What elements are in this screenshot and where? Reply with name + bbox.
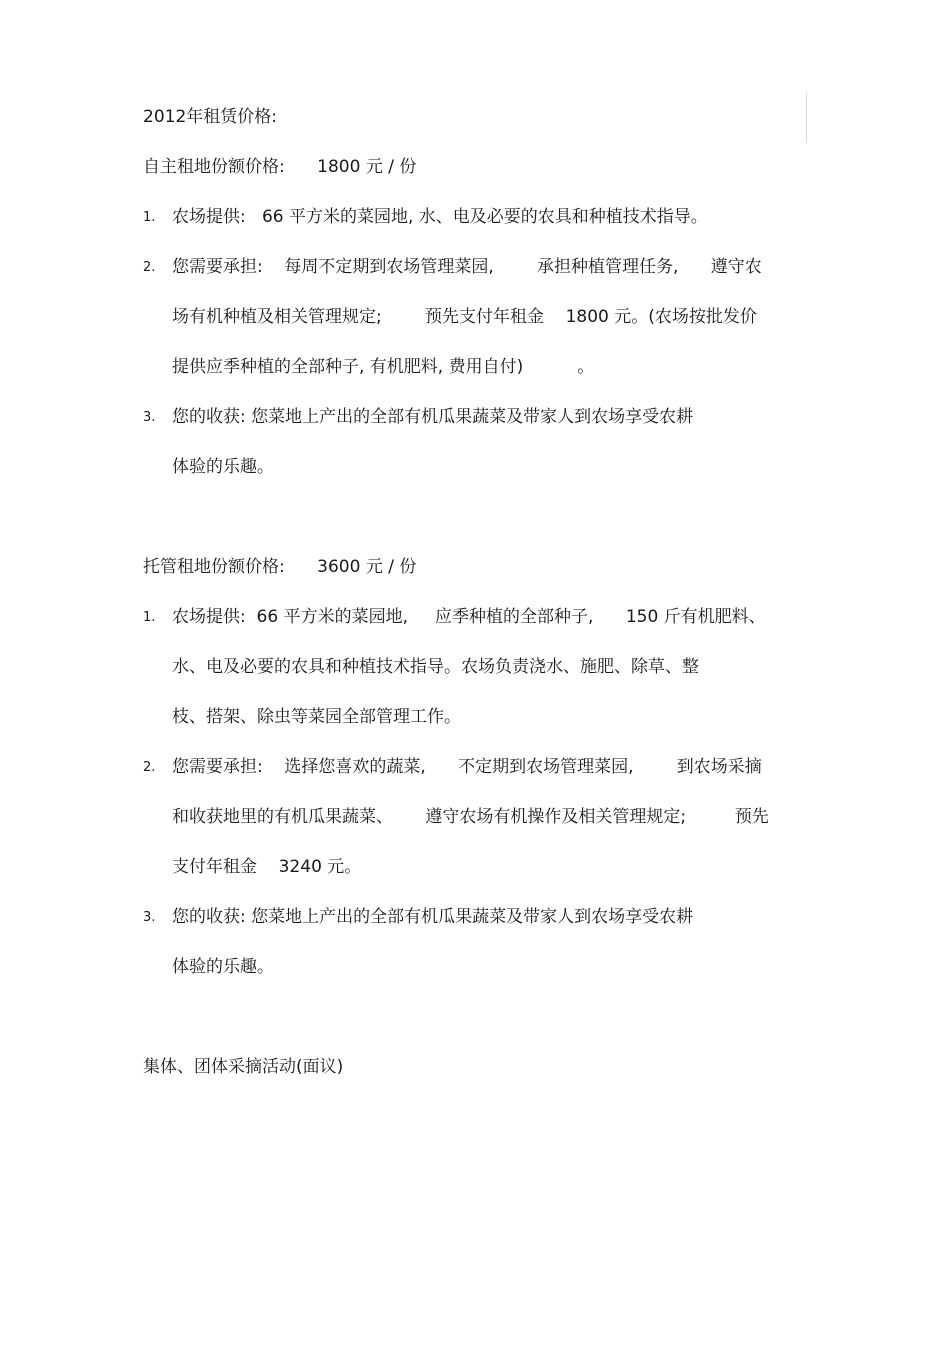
page-margin-rule (806, 93, 807, 143)
list-item-line: 枝、搭架、除虫等菜园全部管理工作。 (172, 707, 461, 727)
list-item-line: 支付年租金 3240 元。 (172, 857, 362, 877)
list-item-line: 农场提供: 66 平方米的菜园地, 应季种植的全部种子, 150 斤有机肥料、 (172, 607, 766, 627)
list-item-line: 您需要承担: 选择您喜欢的蔬菜, 不定期到农场管理菜园, 到农场采摘 (172, 757, 762, 777)
list-number: 3. (143, 910, 156, 925)
list-item-line: 您的收获: 您菜地上产出的全部有机瓜果蔬菜及带家人到农场享受农耕 (172, 907, 694, 927)
section-heading-self-rent: 自主租地份额价格: 1800 元 / 份 (143, 157, 417, 177)
list-item-line: 和收获地里的有机瓜果蔬菜、 遵守农场有机操作及相关管理规定; 预先 (172, 807, 769, 827)
section-heading-managed-rent: 托管租地份额价格: 3600 元 / 份 (143, 557, 417, 577)
list-item-line: 您需要承担: 每周不定期到农场管理菜园, 承担种植管理任务, 遵守农 (172, 257, 762, 277)
list-item-line: 体验的乐趣。 (172, 957, 274, 977)
group-picking-note: 集体、团体采摘活动(面议) (143, 1057, 344, 1077)
list-number: 1. (143, 610, 156, 625)
list-item-line: 体验的乐趣。 (172, 457, 274, 477)
list-number: 2. (143, 260, 156, 275)
list-item-line: 农场提供: 66 平方米的菜园地, 水、电及必要的农具和种植技术指导。 (172, 207, 708, 227)
list-number: 2. (143, 760, 156, 775)
document-title: 2012年租赁价格: (143, 107, 277, 127)
list-item-line: 您的收获: 您菜地上产出的全部有机瓜果蔬菜及带家人到农场享受农耕 (172, 407, 694, 427)
list-number: 3. (143, 410, 156, 425)
list-number: 1. (143, 210, 156, 225)
list-item-line: 场有机种植及相关管理规定; 预先支付年租金 1800 元。(农场按批发价 (172, 307, 757, 327)
list-item-line: 提供应季种植的全部种子, 有机肥料, 费用自付) 。 (172, 357, 595, 377)
list-item-line: 水、电及必要的农具和种植技术指导。农场负责浇水、施肥、除草、整 (172, 657, 699, 677)
